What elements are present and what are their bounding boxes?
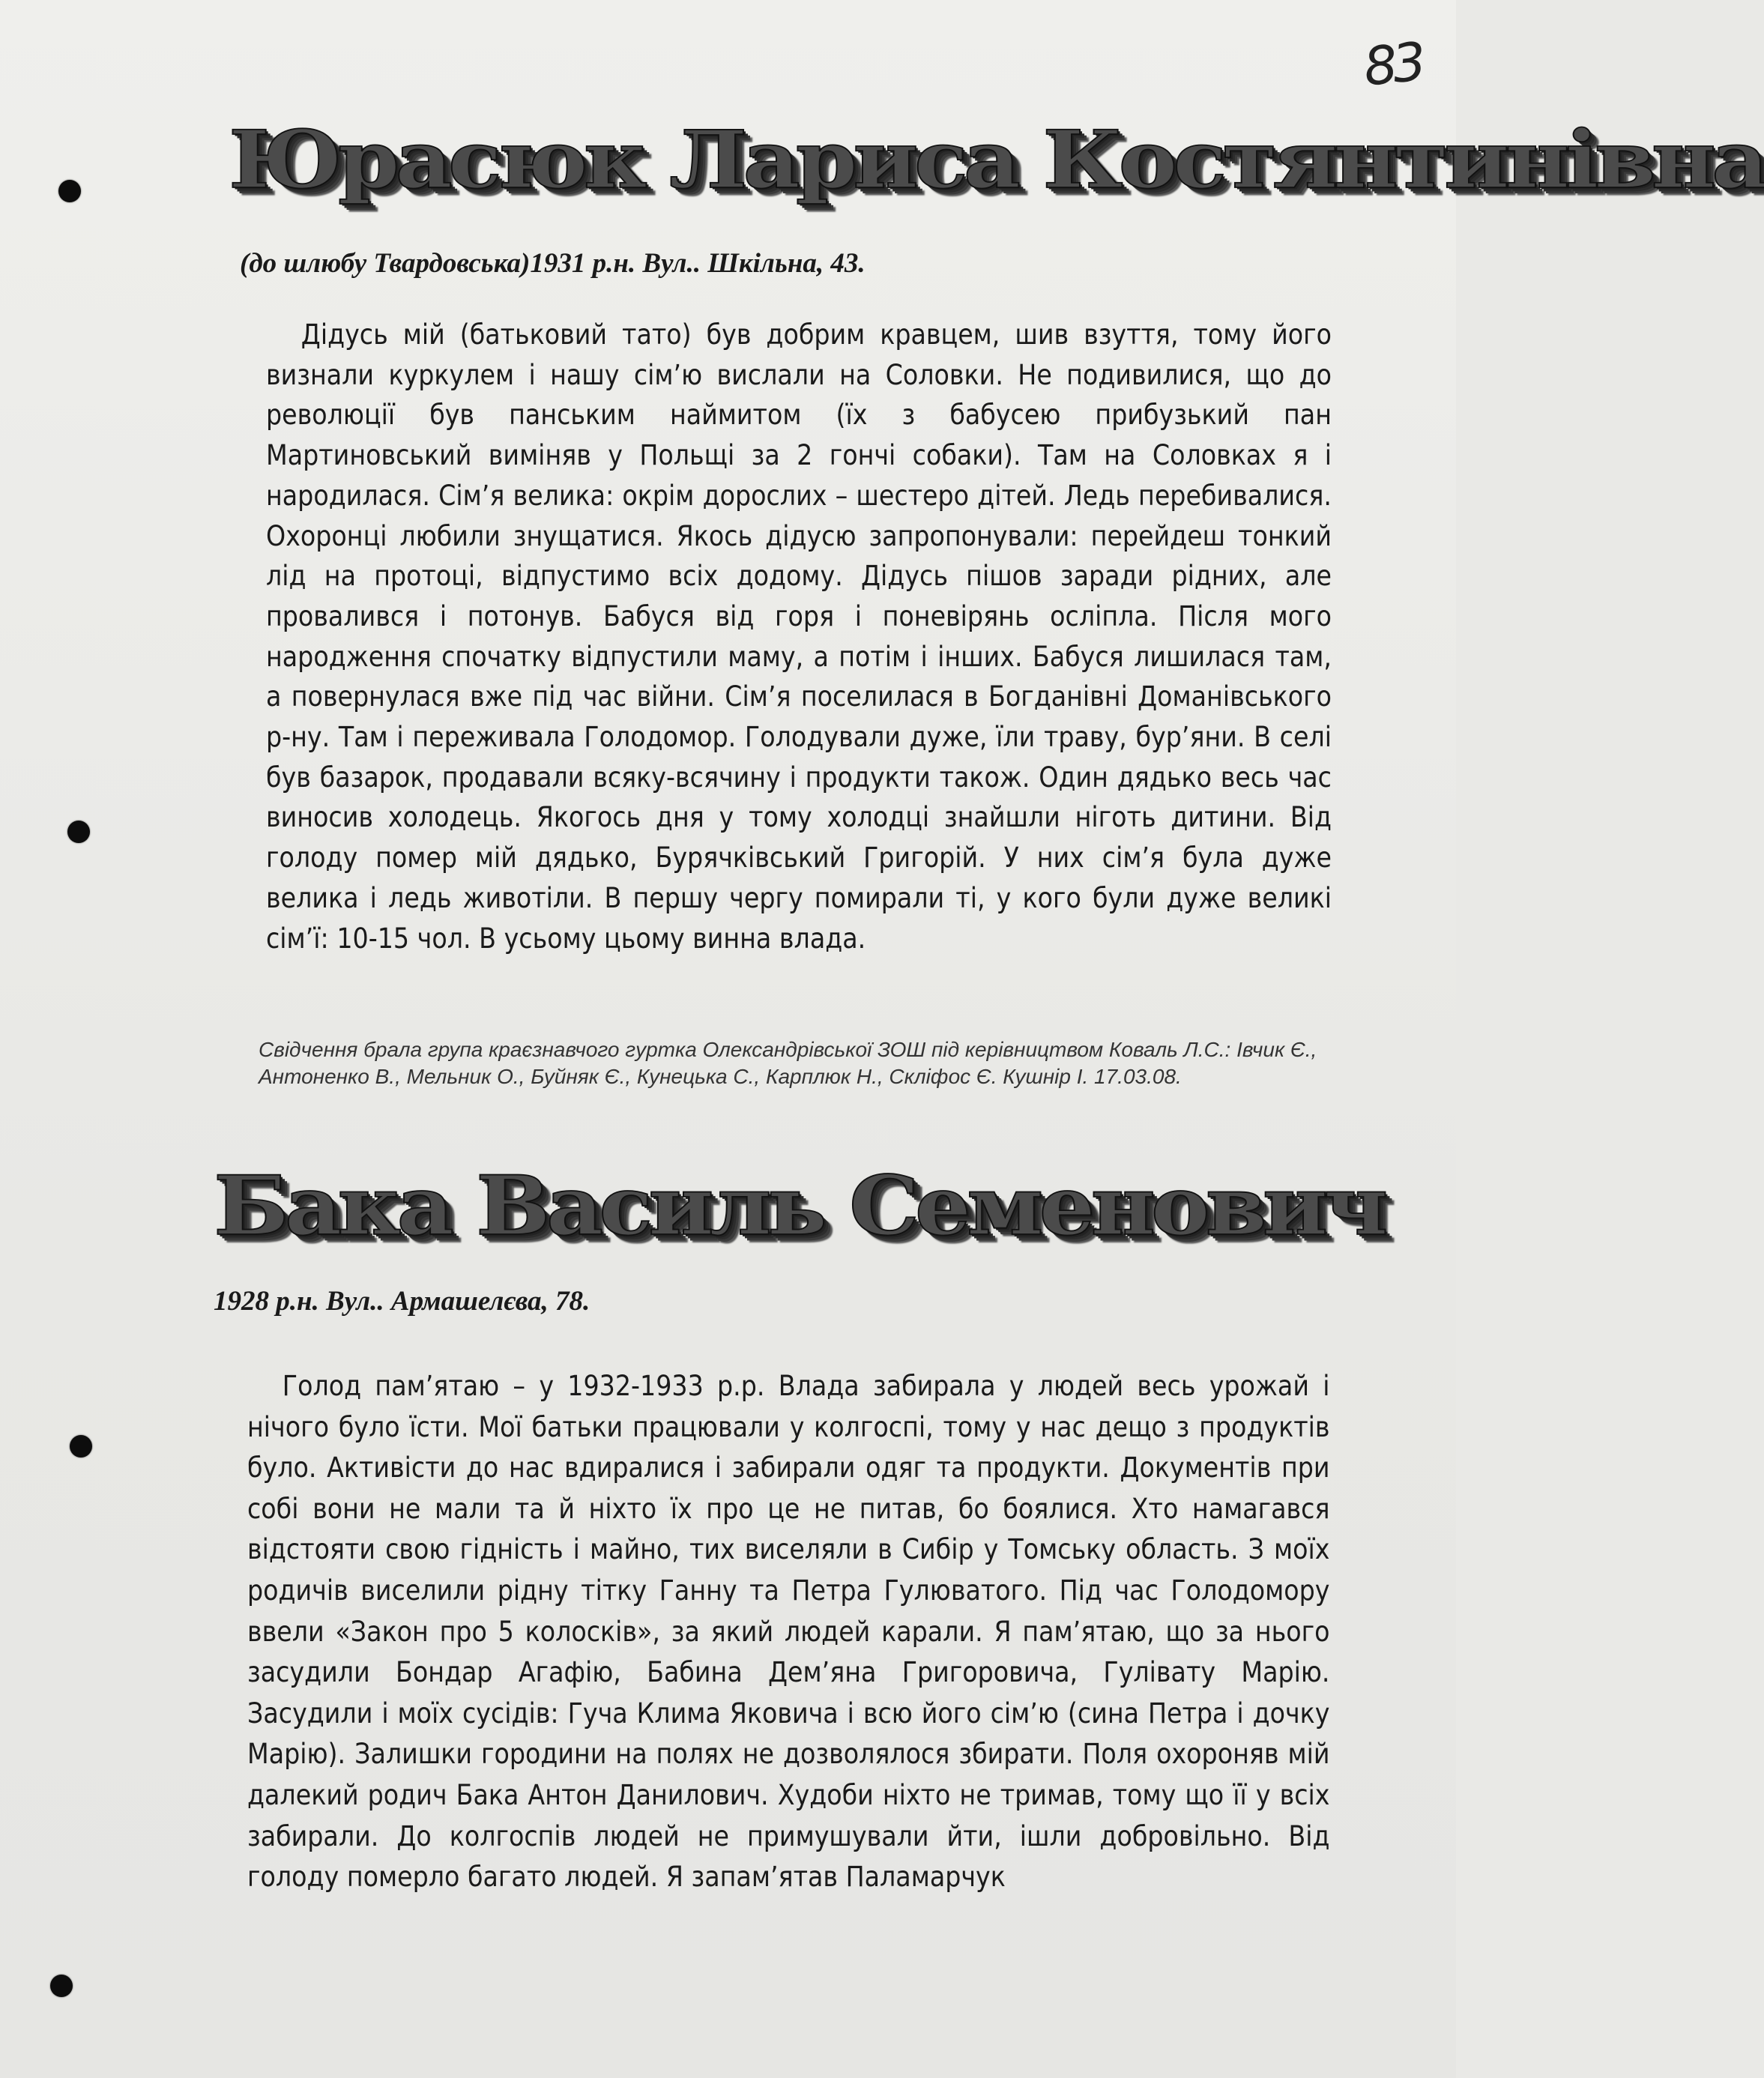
punch-hole xyxy=(50,1975,73,1997)
handwritten-page-number: 83 xyxy=(1360,31,1425,98)
punch-hole xyxy=(67,821,90,843)
entry-subtitle: (до шлюбу Твардовська)1931 р.н. Вул.. Шкільна, 43. xyxy=(240,248,866,279)
entry-title: Юрасюк Лариса Костянтинівна xyxy=(229,112,1764,207)
punch-hole xyxy=(58,180,81,202)
testimony-note: Свідчення брала група краєзнавчого гуртка Олександрівської ЗОШ під керівництвом Коваль Л.С.: Івчик Є., Антоненко В., Мельник О., Буйняк Є., Кунецька С., Карплюк Н., Скліфос Є. Кушнір І. 17.03.08. xyxy=(259,1038,1317,1088)
entry-subtitle: 1928 р.н. Вул.. Армашелєва, 78. xyxy=(214,1286,590,1317)
testimony-text: Дідусь мій (батьковий тато) був добрим кравцем, шив взуття, тому його визнали куркулем і нашу сім’ю вислали на Соловки. Не подивилися, що до революції був панським наймитом (їх з бабусею прибузький пан Мартиновський виміняв у Польщі за 2 гончі собаки). Там на Соловках я і народилася. Сім’я велика: окрім дорослих – шестеро дітей. Ледь перебивалися. Охоронці любили знущатися. Якось дідусю запропонували: перейдеш тонкий лід на протоці, відпустимо всіх додому. Дідусь пішов заради рідних, але провалився і потонув. Бабуся від горя і поневірянь осліпла. Після мого народження спочатку відпустили маму, а потім і інших. Бабуся лишилася там, а повернулася вже під час війни. Сім’я поселилася в Богданівні Доманівського р-ну. Там і переживала Голодомор. Голодували дуже, їли траву, бур’яни. В селі був базарок, продавали всяку-всячину і продукти також. Один дядько весь час виносив холодець. Якогось дня у тому холодці знайшли ніготь дитини. Від голоду помер мій дядько, Бурячківський Григорій. У них сім’я була дуже велика і ледь животіли. В першу чергу помирали ті, у кого були дуже великі сім’ї: 10-15 чол. В усьому цьому винна влада. xyxy=(266,318,1332,955)
entry-title: Бака Василь Семенович xyxy=(214,1158,1384,1254)
punch-hole xyxy=(70,1435,92,1458)
testimony-text: Голод пам’ятаю – у 1932-1933 р.р. Влада забирала у людей весь урожай і нічого було їсти. Мої батьки працювали у колгоспі, тому у нас дещо з продуктів було. Активісти до нас вдиралися і забирали одяг та продукти. Документів при собі вони не мали та й ніхто їх про це не питав, бо боялися. Хто намагався відстояти свою гідність і майно, тих виселяли в Сибір у Томську область. З моїх родичів виселили рідну тітку Ганну та Петра Гулюватого. Під час Голодомору ввели «Закон про 5 колосків», за який людей карали. Я пам’ятаю, що за нього засудили Бондар Агафію, Бабина Дем’яна Григоровича, Гулівату Марію. Засудили і моїх сусідів: Гуча Клима Яковича і всю його сім’ю (сина Петра і дочку Марію). Залишки городини на полях не дозволялося збирати. Поля охороняв мій далекий родич Бака Антон Данилович. Худоби ніхто не тримав, тому що її у всіх забирали. До колгоспів людей не примушували йти, ішли добровільно. Від голоду померло багато людей. Я запам’ятав Паламарчук xyxy=(247,1370,1330,1894)
